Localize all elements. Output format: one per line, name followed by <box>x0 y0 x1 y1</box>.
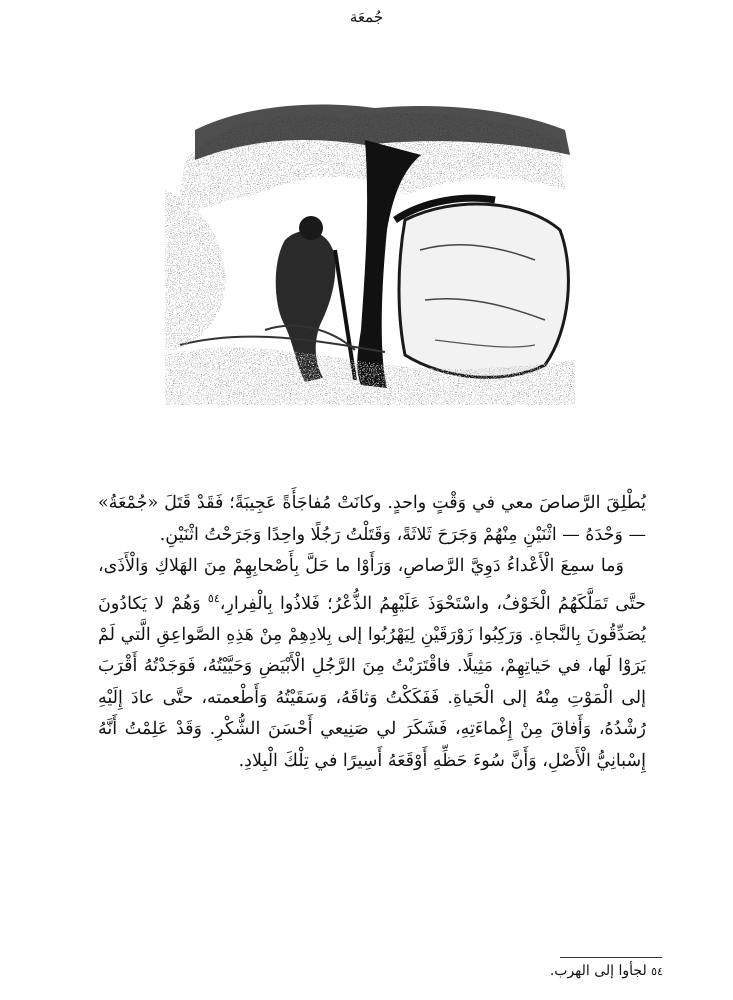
footnote <box>550 963 663 979</box>
footnote-reference[interactable]: ٥٤ <box>207 591 220 605</box>
paragraph-1: يُطْلِقَ الرَّصاصَ معي في وَقْتٍ واحدٍ. وكانَتْ مُفاجَأَةً عَجِيبَةً؛ فَقَدْ قَتَلَ «جُمْعَةُ» — وَحْدَهُ — اثْنَيْنِ مِنْهُمْ وَجَرَحَ ثَلاثَةً، وَقَتَلْتُ رَجُلًا واحِدًا وَجَرَحْتُ اثْنَيْنِ. <box>98 493 646 545</box>
paragraph-2-part-1: وَما سمِعَ الْأَعْداءُ دَوِيَّ الرَّصاصِ، وَرَأَوْا ما حَلَّ بِأَصْحابِهِمْ مِنَ الهَلاكِ وَالْأَذَى، حتَّى تَمَلَّكَهُمُ الْخَوْفُ، واسْتَحْوَذَ عَلَيْهِمُ الذُّعْرُ؛ فَلاذُوا بِالْفِرارِ، <box>98 556 646 614</box>
page-header-title: جُمعَة <box>349 8 384 26</box>
engraving-illustration <box>165 100 575 405</box>
footnote-divider <box>560 957 662 958</box>
paragraph-2 <box>98 551 646 777</box>
footnote-text: لجأوا إلى الهرب. <box>549 963 647 979</box>
boulder <box>399 204 568 377</box>
footnote-number: ٥٤ <box>651 965 663 978</box>
body-text <box>98 488 646 777</box>
paragraph-2-part-2: وَهُمْ لا يَكادُونَ يُصَدِّقُونَ بِالنَّجاةِ. وَرَكِبُوا زَوْرَقَيْنِ لِيَهْرُبُوا إلى بِلادِهِمْ مِنْ هَذِهِ الصَّواعِقِ الَّتي لَمْ يَرَوْا لَها، في حَياتِهِمْ، مَثِيلًا. فاقْتَرَبْتُ مِنَ الرَّجُلِ الْأَبْيَضِ وَحَيَّيْتُهُ، فَوَجَدْتُهُ أَقْرَبَ إلى الْمَوْتِ مِنْهُ إلى الْحَياةِ. فَفَكَكْتُ وَثاقَهُ، وَسَقَيْتُهُ وَأَطْعمته، حتَّى عادَ إِلَيْهِ رُشْدُهُ، وَأَفاقَ مِنْ إِغْماءَتِهِ، فَشَكَرَ لي صَنِيعي أَحْسَنَ الشُّكْرِ. وَقَدْ عَلِمْتُ أَنَّهُ إِسْبانِيُّ الْأَصْلِ، وَأَنَّ سُوءَ حَظِّهِ أَوْقَعَهُ أَسِيرًا في تِلْكَ الْبِلادِ. <box>98 593 646 771</box>
